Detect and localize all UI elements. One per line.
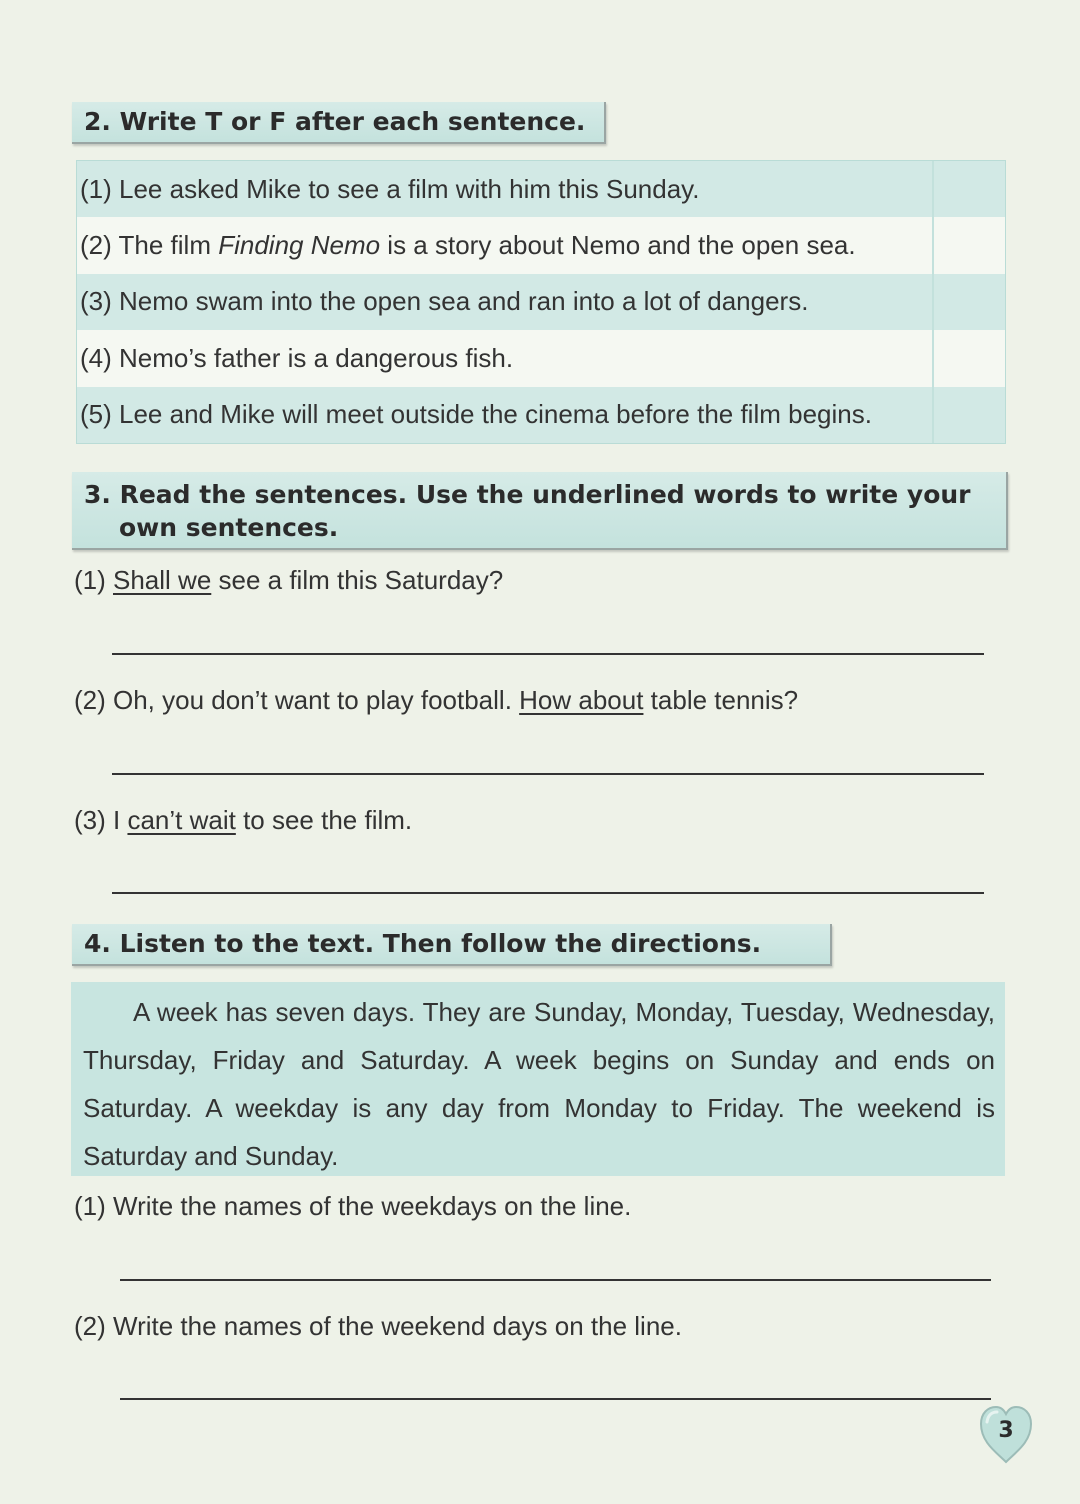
section-2-title: 2. Write T or F after each sentence. [84, 107, 586, 136]
question-prefix: (2) Oh, you don’t want to play football. [74, 685, 520, 715]
section-4-heading [72, 924, 832, 966]
answer-line-3-1[interactable] [112, 653, 984, 655]
film-title: Finding Nemo [218, 230, 381, 261]
question-4-2: (2) Write the names of the weekend days on the line. [74, 1311, 682, 1341]
question-suffix: table tennis? [643, 685, 799, 715]
sentence-3: (3) Nemo swam into the open sea and ran into a lot of dangers. [80, 286, 809, 317]
answer-box-1[interactable] [932, 161, 1005, 217]
table-row [77, 217, 1005, 273]
page-number: 3 [998, 1418, 1014, 1443]
sentence-5: (5) Lee and Mike will meet outside the cinema before the film begins. [80, 399, 872, 430]
answer-line-4-1[interactable] [120, 1279, 991, 1281]
question-3-2 [74, 685, 798, 716]
answer-line-3-2[interactable] [112, 773, 984, 775]
table-row [77, 274, 1005, 330]
table-row [77, 330, 1005, 386]
table-row [77, 161, 1005, 217]
question-4-1: (1) Write the names of the weekdays on the line. [74, 1191, 632, 1221]
answer-box-2[interactable] [932, 217, 1005, 273]
underlined-phrase: Shall we [113, 565, 212, 595]
question-suffix: to see the film. [235, 805, 413, 835]
underlined-phrase: How about [519, 685, 644, 715]
sentence-4: (4) Nemo’s father is a dangerous fish. [80, 342, 514, 373]
reading-passage [71, 982, 1005, 1176]
section-2-heading [72, 102, 606, 144]
question-3-1 [74, 565, 503, 596]
section-3-title-line2: own sentences. [119, 513, 339, 542]
section-3-title-line1: 3. Read the sentences. Use the underlined words to write your [84, 480, 971, 509]
passage-text: A week has seven days. They are Sunday, Monday, Tuesday, Wednesday, Thursday, Friday and Saturday. A week begins on Sunday and ends on Saturday. A weekday is any day from Monday to Friday. The weekend is Saturday and Sunday. [83, 997, 995, 1171]
answer-line-4-2[interactable] [120, 1398, 991, 1400]
underlined-phrase: can’t wait [127, 805, 236, 835]
sentence-2 [77, 217, 932, 273]
sentence-1: (1) Lee asked Mike to see a film with him this Sunday. [80, 173, 700, 204]
section-3-heading [72, 472, 1008, 550]
question-prefix: (1) [74, 565, 113, 595]
sentence-2-start: (2) The film [80, 230, 219, 261]
sentence-2-end: is a story about Nemo and the open sea. [380, 230, 856, 261]
table-row [77, 387, 1005, 443]
question-3-3 [74, 805, 412, 836]
answer-box-3[interactable] [932, 274, 1005, 330]
true-false-table [76, 160, 1006, 444]
page-number-badge [978, 1404, 1034, 1464]
answer-box-5[interactable] [932, 387, 1005, 443]
question-suffix: see a film this Saturday? [211, 565, 504, 595]
answer-box-4[interactable] [932, 330, 1005, 386]
answer-line-3-3[interactable] [112, 892, 984, 894]
question-prefix: (3) I [74, 805, 128, 835]
section-4-title: 4. Listen to the text. Then follow the directions. [84, 929, 762, 958]
